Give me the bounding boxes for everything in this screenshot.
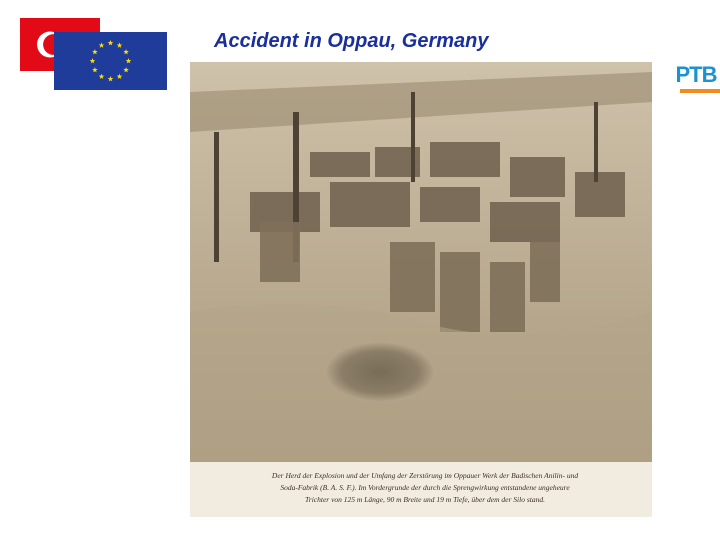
historical-aerial-photo xyxy=(190,62,652,517)
ptb-logo-bar xyxy=(680,89,720,93)
caption-line-3: Trichter von 125 m Länge, 90 m Breite und 19 m Tiefe, über dem der Silo stand. xyxy=(305,495,545,504)
caption-line-2: Soda-Fabrik (B. A. S. F.). Im Vordergrunde der durch die Sprengwirkung entstandene ungeheure xyxy=(280,483,570,492)
caption-line-1: Der Herd der Explosion und der Umfang der Zerstörung im Oppauer Werk der Badischen Anilin- und xyxy=(271,471,579,480)
ptb-logo-text: PTB xyxy=(675,62,717,87)
ptb-logo xyxy=(672,62,720,96)
eu-flag-icon xyxy=(54,32,167,90)
slide-title: Accident in Oppau, Germany xyxy=(214,30,489,52)
photo-caption xyxy=(250,470,600,506)
